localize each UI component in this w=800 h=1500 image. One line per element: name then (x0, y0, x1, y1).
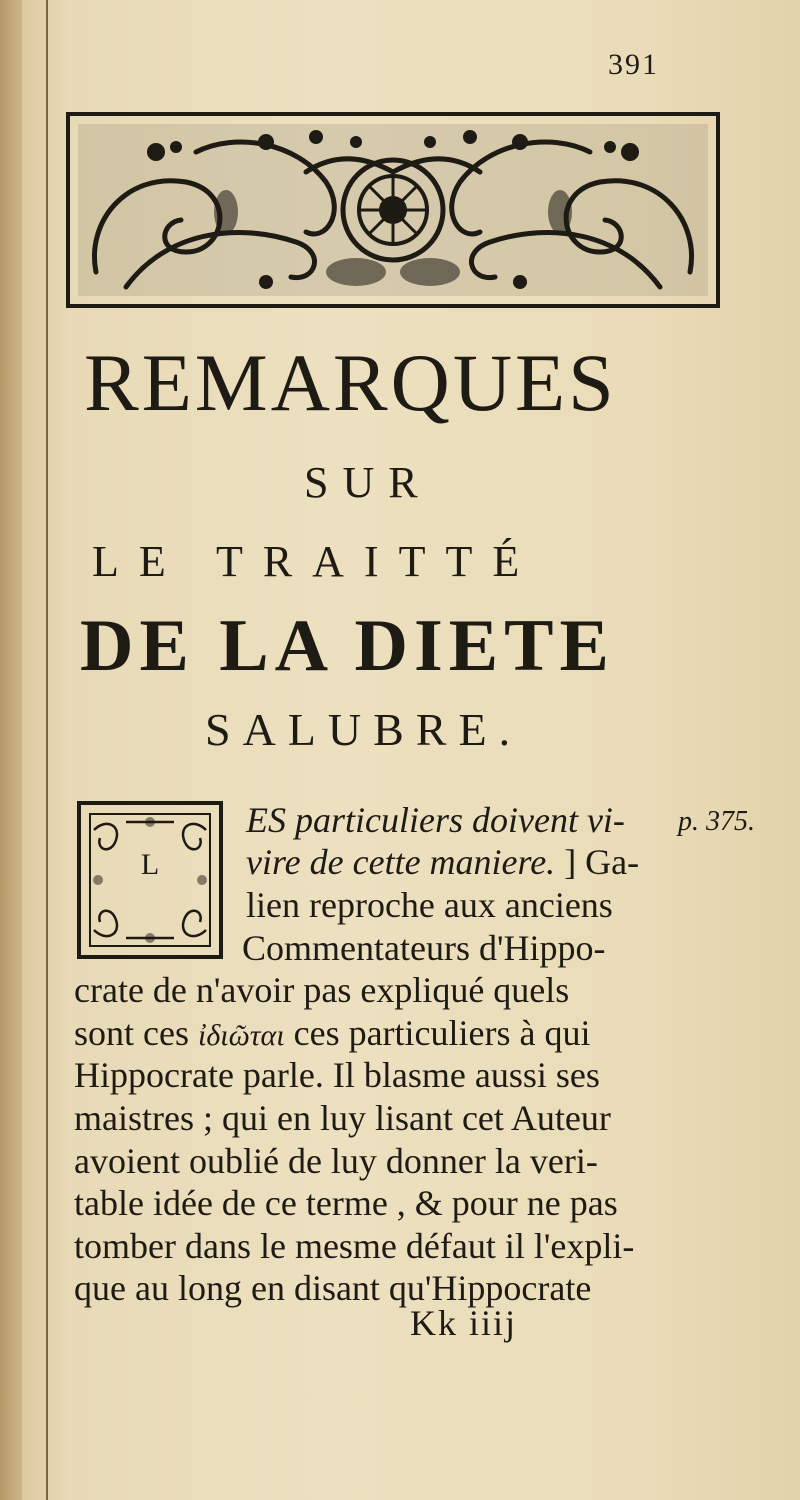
text-line-3: lien reproche aux anciens (246, 885, 613, 925)
margin-note: p. 375. (678, 806, 755, 837)
page-number: 391 (608, 48, 659, 81)
text-line-6-start: sont ces (74, 1013, 198, 1053)
text-line-2-rest: ] Ga- (555, 842, 640, 882)
title-remarques: REMARQUES (84, 337, 617, 428)
initial-letter: L (140, 848, 160, 881)
text-line-1: ES particuliers doivent vi- (246, 800, 625, 840)
text-line-2-italic: vire de cette maniere. (246, 842, 556, 882)
title-de-la-diete: DE LA DIETE (80, 605, 615, 687)
text-line-11: tomber dans le mesme défaut il l'expli- (74, 1226, 635, 1266)
text-line-8: maistres ; qui en luy lisant cet Auteur (74, 1098, 611, 1138)
text-line-9: avoient oublié de luy donner la veri- (74, 1141, 598, 1181)
decorated-initial (76, 800, 224, 960)
catchword-signature: Kk iiij (410, 1303, 518, 1343)
title-sur: SUR (304, 458, 432, 507)
ornamental-headpiece (66, 112, 720, 308)
text-line-5: crate de n'avoir pas expliqué quels (74, 970, 570, 1010)
gutter-line (46, 0, 48, 1500)
text-line-10: table idée de ce terme , & pour ne pas (74, 1183, 618, 1223)
text-line-12: que au long en disant qu'Hippocrate (74, 1268, 592, 1308)
text-line-4: Commentateurs d'Hippo- (242, 928, 606, 968)
text-line-2 (246, 840, 639, 884)
text-line-6-end: ces particuliers à qui (284, 1013, 591, 1053)
title-salubre: SALUBRE. (205, 704, 523, 755)
text-line-6 (74, 1011, 591, 1058)
greek-word: ἰδιῶται (197, 1019, 285, 1052)
text-line-7: Hippocrate parle. Il blasme aussi ses (74, 1055, 600, 1095)
title-le-traitte: LE TRAITTÉ (92, 537, 540, 586)
